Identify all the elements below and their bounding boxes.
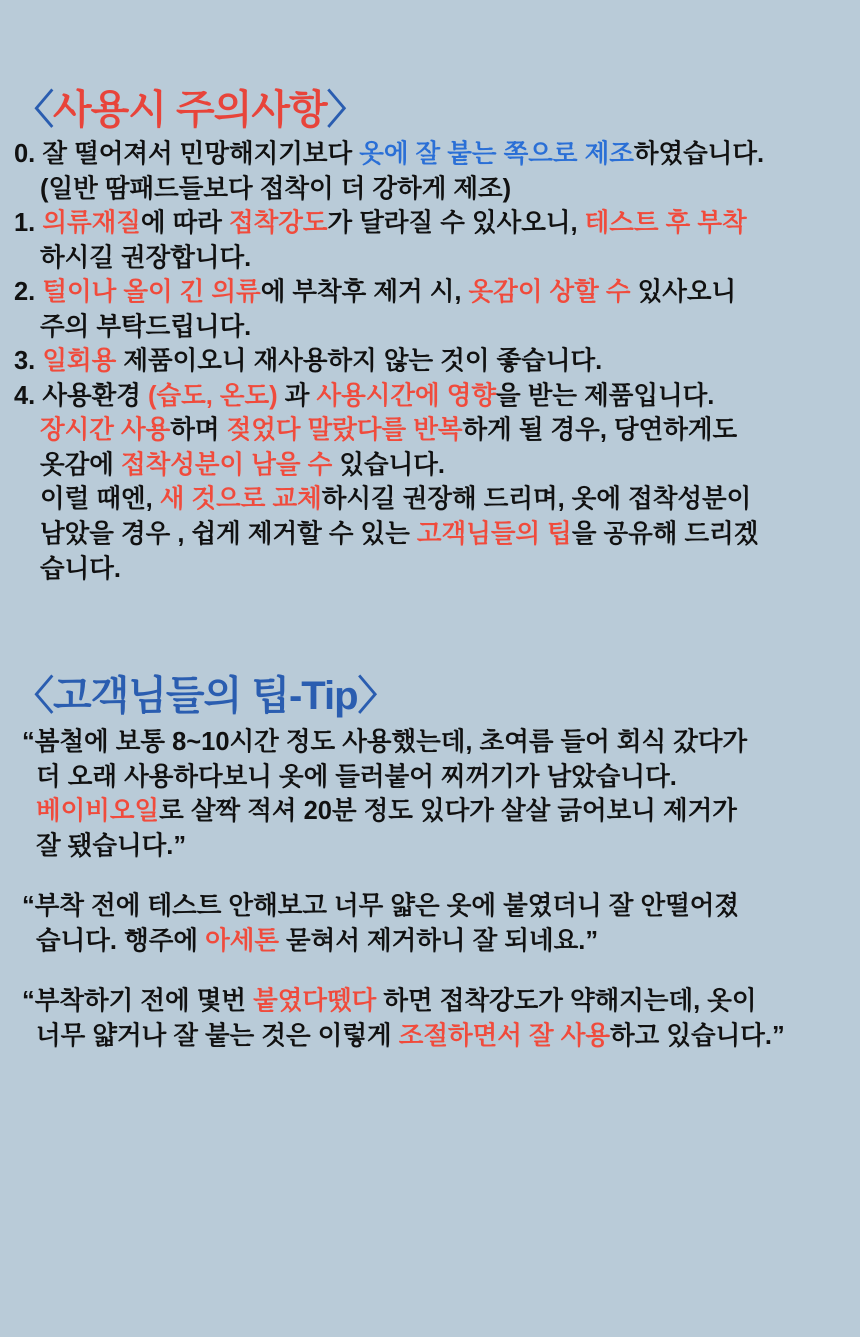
text-segment: (일반 땀패드들보다 접착이 더 강하게 제조) xyxy=(40,174,512,203)
cautions-heading xyxy=(14,78,846,135)
text-segment: 습니다. 행주에 xyxy=(36,926,206,955)
caution-line xyxy=(14,137,846,172)
heading-bracket-close: 〉 xyxy=(326,88,366,132)
text-segment: 새 것으로 교체 xyxy=(159,485,322,514)
text-segment: 습니다. xyxy=(40,554,121,583)
caution-line xyxy=(14,206,846,241)
tip-spacer xyxy=(14,863,846,889)
caution-line xyxy=(14,517,846,552)
text-segment: 붙였다뗐다 xyxy=(253,987,377,1016)
caution-line xyxy=(14,310,846,345)
tips-heading-title: 고객님들의 팁-Tip xyxy=(53,674,358,719)
text-segment: 이럴 때엔, xyxy=(40,485,160,514)
text-segment: 가 약해지는데, 옷이 xyxy=(538,987,757,1016)
text-segment: 있사오니 xyxy=(637,278,737,307)
text-segment: (습도, 온도) xyxy=(147,381,278,410)
text-segment: 베이비오일 xyxy=(36,797,160,826)
tip-line xyxy=(14,829,846,864)
text-segment: 젖었다 말랐다를 반복 xyxy=(226,416,463,445)
caution-line xyxy=(14,241,846,276)
text-segment: “부착 전에 테스트 안해보고 너무 얇은 옷에 붙였더니 잘 안떨어졌 xyxy=(22,892,739,921)
tips-heading xyxy=(14,664,846,721)
caution-line xyxy=(14,448,846,483)
tips-bracket-close: 〉 xyxy=(357,674,397,719)
text-segment: 있습니다. xyxy=(339,450,445,479)
heading-bracket-open: 〈 xyxy=(14,88,53,132)
text-segment: “부착하기 전에 몇번 xyxy=(22,987,254,1016)
text-segment: 잘 됐습니다.” xyxy=(36,831,187,860)
caution-line xyxy=(14,344,846,379)
text-segment: 하시길 권장합니다. xyxy=(40,243,252,272)
tip-line xyxy=(14,889,846,924)
text-segment: 묻혀서 제거하니 잘 되네요.” xyxy=(278,926,599,955)
text-segment: 남았을 경우 , 쉽게 제거할 수 있는 xyxy=(40,520,417,549)
text-segment: 장시간 사용 xyxy=(40,416,171,445)
tip-line xyxy=(14,1019,846,1054)
text-segment: 너무 얇거나 잘 붙는 것은 이렇게 xyxy=(36,1021,399,1050)
cautions-list xyxy=(14,137,846,586)
tip-line xyxy=(14,924,846,959)
tips-bracket-open: 〈 xyxy=(14,674,53,719)
text-segment: 하고 있습니다.” xyxy=(609,1021,785,1050)
text-segment: 사용시간에 영향 xyxy=(316,381,496,410)
text-segment: 더 오래 사용하다보니 옷에 들러붙어 찌꺼기가 남았습니다. xyxy=(36,762,677,791)
heading-title: 사용시 주의사항 xyxy=(53,88,327,132)
text-segment: 에 부착후 제거 시, xyxy=(260,278,469,307)
text-segment: “봄철에 보통 8~10시간 정도 사용했는데, 초여름 들어 회식 갔다가 xyxy=(22,728,748,757)
text-segment: 하였습니다. xyxy=(633,140,765,168)
text-segment: 에 따라 xyxy=(140,209,229,238)
text-segment: 제품이오니 재사용하지 않는 것이 좋습니다. xyxy=(116,347,603,376)
caution-line xyxy=(14,482,846,517)
text-segment: 가 달라질 수 있사오니, xyxy=(327,209,585,238)
text-segment: 옷에 잘 붙는 쪽으로 제조 xyxy=(359,140,634,168)
text-segment: 3. xyxy=(14,347,43,376)
text-segment: 털이나 올이 긴 의류 xyxy=(42,278,261,307)
text-segment: 하면 xyxy=(376,987,440,1016)
text-segment: 4. 사용환경 xyxy=(14,381,148,410)
text-segment: 로 살짝 적셔 20분 정도 있다가 살살 긁어보니 제거가 xyxy=(159,797,737,826)
text-segment: 과 xyxy=(277,381,317,410)
text-segment: 아세톤 xyxy=(205,926,279,955)
caution-line xyxy=(14,552,846,587)
tip-line xyxy=(14,725,846,760)
tips-list xyxy=(14,725,846,1053)
tip-line xyxy=(14,760,846,795)
text-segment: 하시길 권장해 드리며, 옷에 접착성분이 xyxy=(321,485,752,514)
text-segment: 을 공유해 드리겠 xyxy=(571,520,759,549)
text-segment: 하게 될 경우, 당연하게도 xyxy=(462,416,738,445)
caution-line xyxy=(14,275,846,310)
text-segment: 하며 xyxy=(170,416,227,445)
caution-line xyxy=(14,379,846,414)
text-segment: 고객님들의 팁 xyxy=(416,520,572,549)
section-spacer xyxy=(14,586,846,664)
caution-line xyxy=(14,172,846,207)
text-segment: 을 받는 제품입니다. xyxy=(496,381,715,410)
tip-line xyxy=(14,794,846,829)
text-segment: 일회용 xyxy=(42,347,117,376)
text-segment: 의류재질 xyxy=(42,209,141,238)
text-segment: 2. xyxy=(14,278,43,307)
tip-spacer xyxy=(14,958,846,984)
text-segment: 옷감이 상할 수 xyxy=(468,278,638,307)
text-segment: 접착성분이 남을 수 xyxy=(120,450,340,479)
text-segment: 주의 부탁드립니다. xyxy=(40,312,252,341)
text-segment: 옷감에 xyxy=(40,450,121,479)
tip-line xyxy=(14,984,846,1019)
text-segment: 조절하면서 잘 사용 xyxy=(398,1021,610,1050)
caution-line xyxy=(14,413,846,448)
text-segment: 테스트 후 부착 xyxy=(584,209,747,238)
text-segment: 0. 잘 떨어져서 민망해지기보다 xyxy=(14,140,360,168)
text-segment: 1. xyxy=(14,209,43,238)
text-segment: 접착강도 xyxy=(228,209,328,238)
text-segment: 접착강도 xyxy=(439,987,539,1016)
